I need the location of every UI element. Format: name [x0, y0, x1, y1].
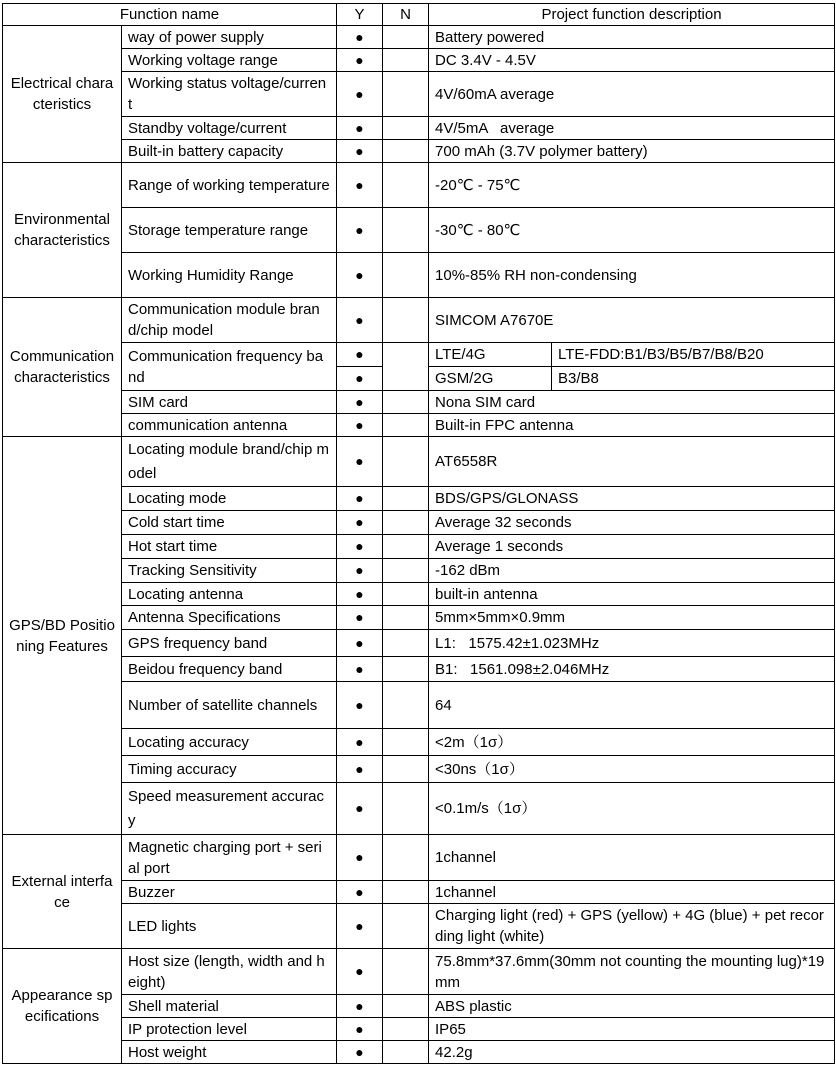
- sub-band-name: LTE/4G: [429, 343, 552, 367]
- description: -30℃ - 80℃: [429, 208, 835, 253]
- function-name: SIM card: [122, 391, 337, 414]
- table-row: [3, 343, 835, 367]
- table-row: [3, 511, 835, 535]
- n-mark: [383, 949, 429, 995]
- category-electrical: Electrical characteristics: [3, 26, 122, 163]
- n-mark: [383, 253, 429, 298]
- description: IP65: [429, 1018, 835, 1041]
- header-n: N: [383, 4, 429, 26]
- function-name: Shell material: [122, 995, 337, 1018]
- function-name: Working voltage range: [122, 49, 337, 72]
- function-name: Built-in battery capacity: [122, 140, 337, 163]
- n-mark: [383, 1018, 429, 1041]
- y-mark: ●: [337, 163, 383, 208]
- n-mark: [383, 606, 429, 630]
- y-mark: ●: [337, 26, 383, 49]
- description: Charging light (red) + GPS (yellow) + 4G (blue) + pet recording light (white): [429, 904, 835, 949]
- category-appearance: Appearance specifications: [3, 949, 122, 1064]
- function-name: Locating mode: [122, 487, 337, 511]
- table-row: [3, 26, 835, 49]
- n-mark: [383, 559, 429, 583]
- function-name: Working Humidity Range: [122, 253, 337, 298]
- function-name: Locating antenna: [122, 583, 337, 606]
- description: 42.2g: [429, 1041, 835, 1064]
- function-name: Timing accuracy: [122, 756, 337, 783]
- y-mark: ●: [337, 298, 383, 343]
- y-mark: ●: [337, 437, 383, 487]
- description: 4V/60mA average: [429, 72, 835, 117]
- description: ABS plastic: [429, 995, 835, 1018]
- y-mark: ●: [337, 72, 383, 117]
- table-row: [3, 682, 835, 729]
- y-mark: ●: [337, 343, 383, 367]
- table-row: [3, 253, 835, 298]
- y-mark: ●: [337, 630, 383, 657]
- table-row: [3, 49, 835, 72]
- y-mark: ●: [337, 904, 383, 949]
- function-name: Cold start time: [122, 511, 337, 535]
- n-mark: [383, 835, 429, 881]
- category-communication: Communication characteristics: [3, 298, 122, 437]
- y-mark: ●: [337, 391, 383, 414]
- description: BDS/GPS/GLONASS: [429, 487, 835, 511]
- y-mark: ●: [337, 140, 383, 163]
- function-name: Speed measurement accuracy: [122, 783, 337, 835]
- n-mark: [383, 904, 429, 949]
- y-mark: ●: [337, 253, 383, 298]
- n-mark: [383, 26, 429, 49]
- description: 4V/5mA average: [429, 117, 835, 140]
- function-name: Number of satellite channels: [122, 682, 337, 729]
- y-mark: ●: [337, 535, 383, 559]
- y-mark: ●: [337, 881, 383, 904]
- n-mark: [383, 391, 429, 414]
- table-row: [3, 783, 835, 835]
- table-row: [3, 881, 835, 904]
- function-name: Standby voltage/current: [122, 117, 337, 140]
- n-mark: [383, 414, 429, 437]
- description: Average 1 seconds: [429, 535, 835, 559]
- description: L1: 1575.42±1.023MHz: [429, 630, 835, 657]
- n-mark: [383, 729, 429, 756]
- description: <30ns（1σ）: [429, 756, 835, 783]
- n-mark: [383, 657, 429, 682]
- description: <2m（1σ）: [429, 729, 835, 756]
- description: Average 32 seconds: [429, 511, 835, 535]
- n-mark: [383, 881, 429, 904]
- y-mark: ●: [337, 783, 383, 835]
- table-row: [3, 904, 835, 949]
- table-row: [3, 487, 835, 511]
- description: 75.8mm*37.6mm(30mm not counting the mounting lug)*19mm: [429, 949, 835, 995]
- description: -20℃ - 75℃: [429, 163, 835, 208]
- description: SIMCOM A7670E: [429, 298, 835, 343]
- n-mark: [383, 756, 429, 783]
- function-name: Range of working temperature: [122, 163, 337, 208]
- n-mark: [383, 630, 429, 657]
- function-name: Communication frequency band: [122, 343, 337, 391]
- table-row: [3, 729, 835, 756]
- n-mark: [383, 535, 429, 559]
- n-mark: [383, 208, 429, 253]
- y-mark: ●: [337, 583, 383, 606]
- description: AT6558R: [429, 437, 835, 487]
- table-row: [3, 208, 835, 253]
- function-name: Tracking Sensitivity: [122, 559, 337, 583]
- function-name: Locating module brand/chip model: [122, 437, 337, 487]
- y-mark: ●: [337, 487, 383, 511]
- y-mark: ●: [337, 49, 383, 72]
- category-gps: GPS/BD Positioning Features: [3, 437, 122, 835]
- table-row: [3, 391, 835, 414]
- y-mark: ●: [337, 559, 383, 583]
- y-mark: ●: [337, 1018, 383, 1041]
- function-name: way of power supply: [122, 26, 337, 49]
- n-mark: [383, 117, 429, 140]
- n-mark: [383, 163, 429, 208]
- n-mark: [383, 487, 429, 511]
- n-mark: [383, 682, 429, 729]
- description: 10%-85% RH non-condensing: [429, 253, 835, 298]
- header-row: [3, 4, 835, 26]
- function-name: Host size (length, width and height): [122, 949, 337, 995]
- description: Built-in FPC antenna: [429, 414, 835, 437]
- table-row: [3, 995, 835, 1018]
- sub-band-value: LTE-FDD:B1/B3/B5/B7/B8/B20: [552, 343, 835, 367]
- y-mark: ●: [337, 511, 383, 535]
- function-name: Communication module brand/chip model: [122, 298, 337, 343]
- n-mark: [383, 298, 429, 343]
- function-name: LED lights: [122, 904, 337, 949]
- description: B1: 1561.098±2.046MHz: [429, 657, 835, 682]
- table-row: [3, 1041, 835, 1064]
- table-row: [3, 835, 835, 881]
- description: DC 3.4V - 4.5V: [429, 49, 835, 72]
- table-row: [3, 163, 835, 208]
- function-name: Magnetic charging port + serial port: [122, 835, 337, 881]
- function-name: communication antenna: [122, 414, 337, 437]
- description: -162 dBm: [429, 559, 835, 583]
- description: 1channel: [429, 835, 835, 881]
- description: <0.1m/s（1σ）: [429, 783, 835, 835]
- description: built-in antenna: [429, 583, 835, 606]
- table-row: [3, 559, 835, 583]
- table-row: [3, 535, 835, 559]
- table-row: [3, 414, 835, 437]
- function-name: Working status voltage/current: [122, 72, 337, 117]
- y-mark: ●: [337, 835, 383, 881]
- table-row: [3, 140, 835, 163]
- y-mark: ●: [337, 414, 383, 437]
- table-row: [3, 117, 835, 140]
- description: 64: [429, 682, 835, 729]
- table-row: [3, 606, 835, 630]
- n-mark: [383, 140, 429, 163]
- spec-table: [2, 3, 835, 1064]
- description: 1channel: [429, 881, 835, 904]
- header-description: Project function description: [429, 4, 835, 26]
- n-mark: [383, 995, 429, 1018]
- n-mark: [383, 1041, 429, 1064]
- n-mark: [383, 49, 429, 72]
- table-row: [3, 949, 835, 995]
- function-name: Host weight: [122, 1041, 337, 1064]
- y-mark: ●: [337, 208, 383, 253]
- y-mark: ●: [337, 367, 383, 391]
- y-mark: ●: [337, 657, 383, 682]
- function-name: IP protection level: [122, 1018, 337, 1041]
- table-row: [3, 630, 835, 657]
- sub-band-value: B3/B8: [552, 367, 835, 391]
- table-row: [3, 437, 835, 487]
- table-row: [3, 583, 835, 606]
- function-name: Hot start time: [122, 535, 337, 559]
- n-mark: [383, 783, 429, 835]
- description: 700 mAh (3.7V polymer battery): [429, 140, 835, 163]
- function-name: Locating accuracy: [122, 729, 337, 756]
- y-mark: ●: [337, 1041, 383, 1064]
- n-mark: [383, 437, 429, 487]
- function-name: Beidou frequency band: [122, 657, 337, 682]
- function-name: Buzzer: [122, 881, 337, 904]
- y-mark: ●: [337, 729, 383, 756]
- y-mark: ●: [337, 606, 383, 630]
- y-mark: ●: [337, 117, 383, 140]
- y-mark: ●: [337, 756, 383, 783]
- table-row: [3, 756, 835, 783]
- category-external: External interface: [3, 835, 122, 949]
- table-row: [3, 1018, 835, 1041]
- header-y: Y: [337, 4, 383, 26]
- function-name: GPS frequency band: [122, 630, 337, 657]
- function-name: Storage temperature range: [122, 208, 337, 253]
- header-function-name: Function name: [3, 4, 337, 26]
- description: 5mm×5mm×0.9mm: [429, 606, 835, 630]
- sub-band-name: GSM/2G: [429, 367, 552, 391]
- n-mark: [383, 343, 429, 391]
- y-mark: ●: [337, 682, 383, 729]
- n-mark: [383, 72, 429, 117]
- n-mark: [383, 511, 429, 535]
- y-mark: ●: [337, 949, 383, 995]
- table-row: [3, 298, 835, 343]
- table-row: [3, 72, 835, 117]
- n-mark: [383, 583, 429, 606]
- function-name: Antenna Specifications: [122, 606, 337, 630]
- category-environmental: Environmental characteristics: [3, 163, 122, 298]
- description: Battery powered: [429, 26, 835, 49]
- description: Nona SIM card: [429, 391, 835, 414]
- table-row: [3, 657, 835, 682]
- y-mark: ●: [337, 995, 383, 1018]
